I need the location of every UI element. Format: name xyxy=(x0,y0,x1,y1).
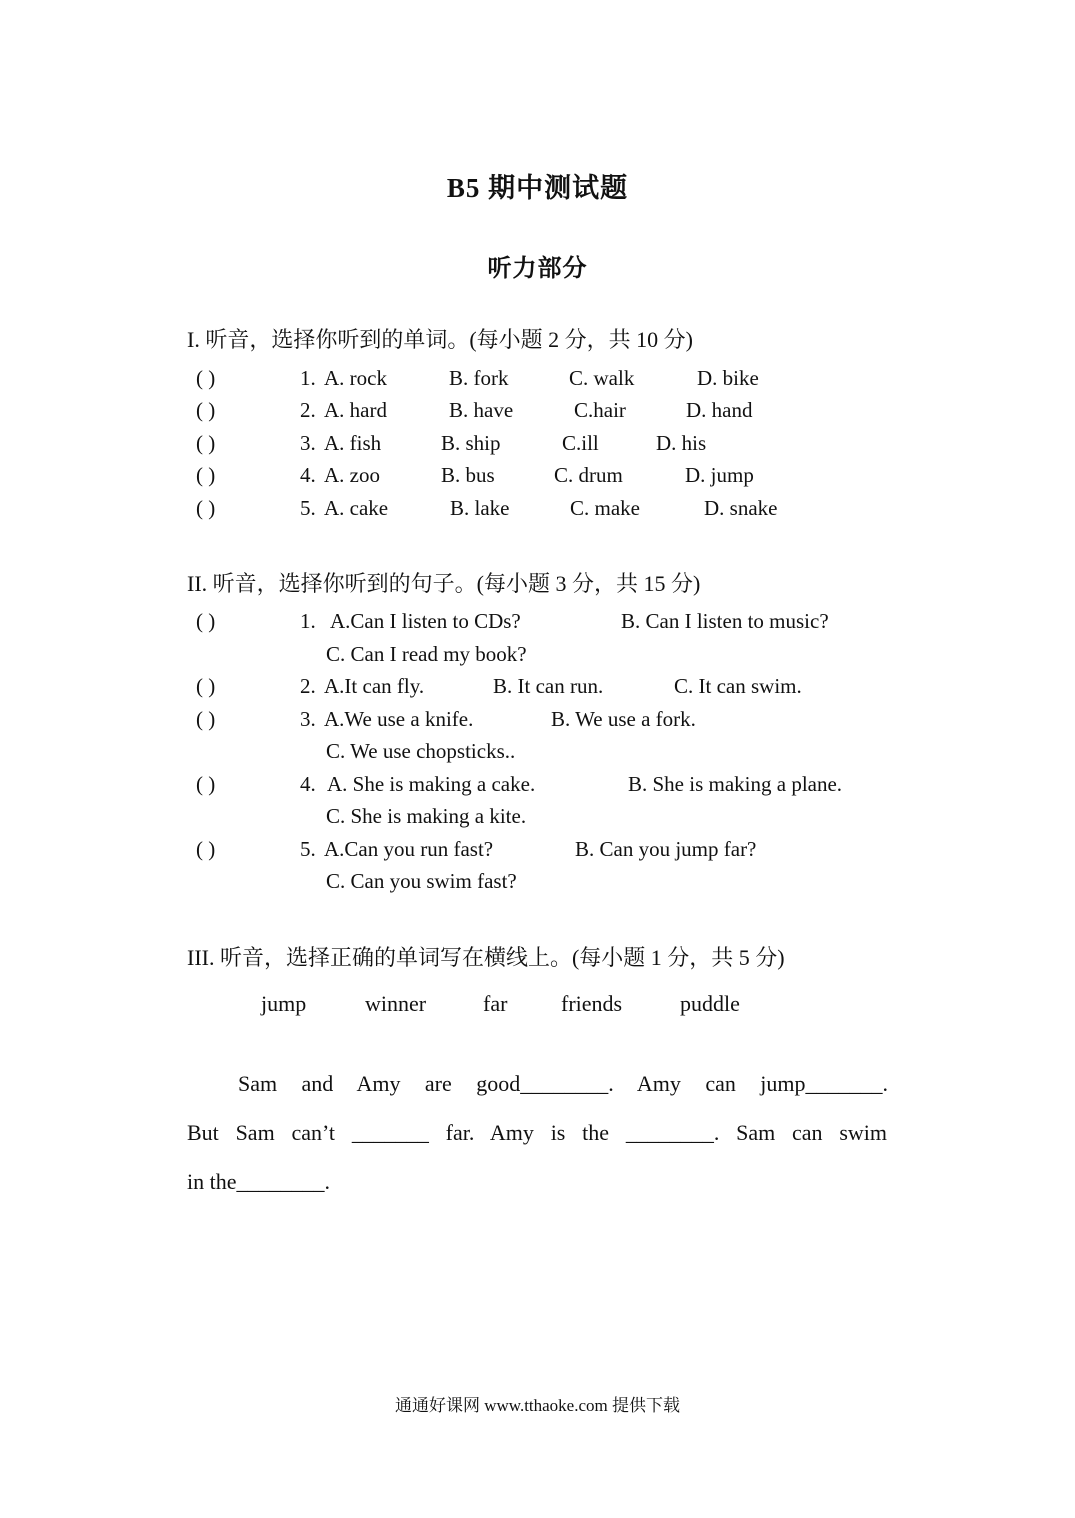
section-subtitle: 听力部分 xyxy=(487,256,588,282)
item-number: 2. xyxy=(300,398,316,422)
option-a: A.Can I listen to CDs? xyxy=(330,609,521,633)
option-a: A. zoo xyxy=(324,463,380,487)
footer-credit: 通通好课网 www.tthaoke.com 提供下载 xyxy=(394,1396,681,1415)
option-c: C. Can you swim fast? xyxy=(326,869,517,893)
option-c: C. It can swim. xyxy=(674,674,802,698)
item-number: 1. xyxy=(300,366,316,390)
option-a: A. rock xyxy=(324,366,387,390)
section-1-heading: I. 听音，选择你听到的单词。(每小题 2 分，共 10 分) xyxy=(187,327,693,352)
option-a: A.It can fly. xyxy=(324,674,425,698)
section-2-heading: II. 听音，选择你听到的句子。(每小题 3 分，共 15 分) xyxy=(187,571,701,596)
option-c: C. drum xyxy=(554,463,623,487)
option-b: B. fork xyxy=(449,366,509,390)
item-number: 3. xyxy=(300,431,316,455)
item-number: 5. xyxy=(300,496,316,520)
option-d: D. snake xyxy=(704,496,778,520)
option-c: C.ill xyxy=(562,431,599,455)
word-bank-item: far xyxy=(483,991,508,1016)
item-number: 2. xyxy=(300,674,316,698)
answer-paren: ( ) xyxy=(196,496,216,520)
passage-line: But Sam can’t _______ far. Amy is the ________. Sam can swim xyxy=(187,1120,887,1145)
option-c: C. We use chopsticks.. xyxy=(326,739,516,763)
item-number: 3. xyxy=(300,707,316,731)
option-c: C. She is making a kite. xyxy=(326,804,527,828)
answer-paren: ( ) xyxy=(196,674,216,698)
option-a: A.We use a knife. xyxy=(324,707,474,731)
option-a: A. fish xyxy=(324,431,382,455)
word-bank-item: jump xyxy=(261,991,307,1016)
passage-line: Sam and Amy are good________. Amy can jump_______. xyxy=(238,1071,888,1096)
item-number: 5. xyxy=(300,837,316,861)
option-b: B. It can run. xyxy=(493,674,604,698)
word-bank-item: winner xyxy=(365,991,427,1016)
answer-paren: ( ) xyxy=(196,772,216,796)
option-a: A. cake xyxy=(324,496,389,520)
option-d: D. hand xyxy=(686,398,753,422)
answer-paren: ( ) xyxy=(196,609,216,633)
document-title: B5 期中测试题 xyxy=(446,173,629,203)
answer-paren: ( ) xyxy=(196,431,216,455)
option-d: D. bike xyxy=(697,366,759,390)
section-3-heading: III. 听音，选择正确的单词写在横线上。(每小题 1 分，共 5 分) xyxy=(187,945,785,970)
word-bank-item: friends xyxy=(561,991,623,1016)
option-a: A. She is making a cake. xyxy=(327,772,536,796)
option-d: D. jump xyxy=(685,463,754,487)
answer-paren: ( ) xyxy=(196,707,216,731)
option-b: B. We use a fork. xyxy=(551,707,696,731)
option-a: A.Can you run fast? xyxy=(324,837,494,861)
option-b: B. Can I listen to music? xyxy=(621,609,829,633)
option-c: C.hair xyxy=(574,398,626,422)
option-b: B. lake xyxy=(450,496,510,520)
word-bank-item: puddle xyxy=(680,991,740,1016)
passage-line: in the________. xyxy=(187,1169,330,1194)
option-b: B. have xyxy=(449,398,514,422)
item-number: 1. xyxy=(300,609,316,633)
option-c: C. Can I read my book? xyxy=(326,642,527,666)
answer-paren: ( ) xyxy=(196,366,216,390)
item-number: 4. xyxy=(300,463,316,487)
item-number: 4. xyxy=(300,772,316,796)
option-b: B. ship xyxy=(441,431,501,455)
option-b: B. bus xyxy=(441,463,495,487)
answer-paren: ( ) xyxy=(196,463,216,487)
answer-paren: ( ) xyxy=(196,398,216,422)
option-c: C. make xyxy=(570,496,640,520)
option-c: C. walk xyxy=(569,366,635,390)
option-b: B. Can you jump far? xyxy=(575,837,757,861)
option-a: A. hard xyxy=(324,398,387,422)
answer-paren: ( ) xyxy=(196,837,216,861)
option-b: B. She is making a plane. xyxy=(628,772,843,796)
option-d: D. his xyxy=(656,431,707,455)
